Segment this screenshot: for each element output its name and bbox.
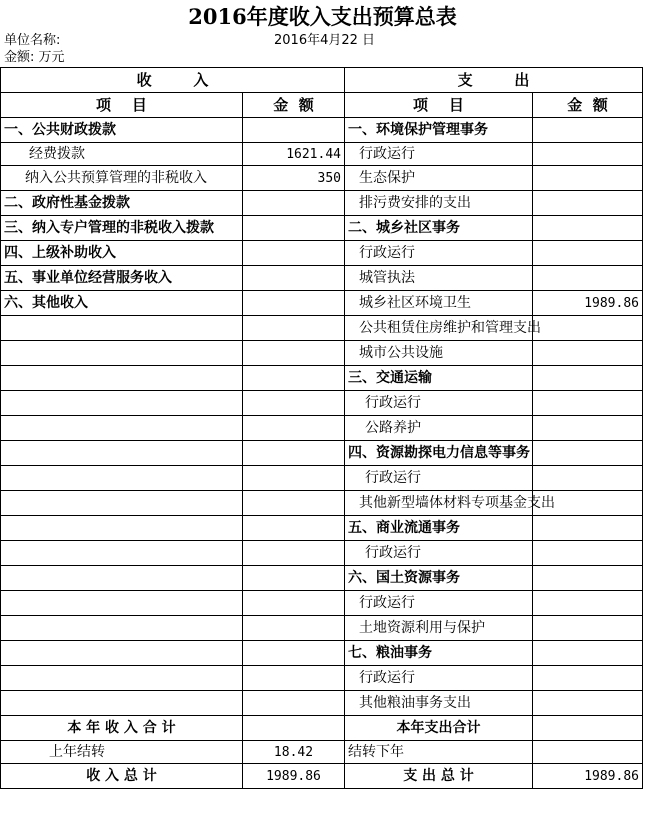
income-amount <box>243 366 345 391</box>
income-amount <box>243 491 345 516</box>
income-header: 收 入 <box>1 68 345 93</box>
expense-item: 土地资源利用与保护 <box>345 616 533 641</box>
grand-total-row <box>1 764 643 789</box>
income-amount: 1621.44 <box>243 143 345 166</box>
expense-grand-total-amount: 1989.86 <box>533 764 643 789</box>
table-row <box>1 566 643 591</box>
income-item <box>1 391 243 416</box>
income-amount <box>243 591 345 616</box>
expense-item: 二、城乡社区事务 <box>345 216 533 241</box>
income-item: 四、上级补助收入 <box>1 241 243 266</box>
income-item <box>1 441 243 466</box>
table-row <box>1 516 643 541</box>
year-income-total-label: 本 年 收 入 合 计 <box>1 716 243 741</box>
table-row <box>1 416 643 441</box>
expense-item: 其他新型墙体材料专项基金支出 <box>345 491 533 516</box>
expense-amount <box>533 691 643 716</box>
income-amount <box>243 341 345 366</box>
expense-grand-total-label: 支 出 总 计 <box>345 764 533 789</box>
expense-item: 公路养护 <box>345 416 533 441</box>
income-item <box>1 641 243 666</box>
expense-amount <box>533 566 643 591</box>
expense-item: 行政运行 <box>345 391 533 416</box>
expense-amount <box>533 591 643 616</box>
income-item <box>1 316 243 341</box>
income-amount-header: 金 额 <box>243 93 345 118</box>
expense-amount <box>533 266 643 291</box>
income-item-header: 项 目 <box>1 93 243 118</box>
income-amount <box>243 466 345 491</box>
expense-item: 其他粮油事务支出 <box>345 691 533 716</box>
income-amount <box>243 516 345 541</box>
date-label: 2016年4月22 日 <box>274 33 376 48</box>
expense-item: 六、国土资源事务 <box>345 566 533 591</box>
table-row <box>1 216 643 241</box>
expense-item: 七、粮油事务 <box>345 641 533 666</box>
income-item <box>1 341 243 366</box>
expense-amount <box>533 516 643 541</box>
table-row <box>1 541 643 566</box>
table-row <box>1 341 643 366</box>
year-expense-total-amount <box>533 716 643 741</box>
income-item: 纳入公共预算管理的非税收入 <box>1 166 243 191</box>
next-carry-label: 结转下年 <box>345 741 533 764</box>
income-item: 一、公共财政拨款 <box>1 118 243 143</box>
expense-amount <box>533 143 643 166</box>
income-item <box>1 691 243 716</box>
prev-carry-label: 上年结转 <box>1 741 243 764</box>
table-row <box>1 291 643 316</box>
table-row <box>1 191 643 216</box>
expense-amount <box>533 191 643 216</box>
unit-name-label: 单位名称: <box>4 33 61 48</box>
income-item <box>1 366 243 391</box>
year-expense-total-label: 本年支出合计 <box>345 716 533 741</box>
income-item <box>1 566 243 591</box>
income-amount <box>243 191 345 216</box>
income-amount: 350 <box>243 166 345 191</box>
table-row <box>1 491 643 516</box>
table-row <box>1 641 643 666</box>
table-row <box>1 391 643 416</box>
income-amount <box>243 291 345 316</box>
expense-amount <box>533 616 643 641</box>
income-amount <box>243 616 345 641</box>
income-amount <box>243 666 345 691</box>
expense-amount <box>533 118 643 143</box>
expense-amount <box>533 341 643 366</box>
column-header-row <box>1 93 643 118</box>
income-amount <box>243 441 345 466</box>
expense-amount <box>533 166 643 191</box>
year-total-row <box>1 716 643 741</box>
income-item <box>1 616 243 641</box>
expense-item: 生态保护 <box>345 166 533 191</box>
table-row <box>1 591 643 616</box>
carry-row <box>1 741 643 764</box>
income-grand-total-amount: 1989.86 <box>243 764 345 789</box>
income-item: 经费拨款 <box>1 143 243 166</box>
page-title: 2016年度收入支出预算总表 <box>188 4 457 29</box>
year-income-total-amount <box>243 716 345 741</box>
expense-item: 四、资源勘探电力信息等事务 <box>345 441 533 466</box>
income-amount <box>243 691 345 716</box>
table-row <box>1 316 643 341</box>
prev-carry-amount: 18.42 <box>243 741 345 764</box>
table-row <box>1 666 643 691</box>
expense-amount <box>533 541 643 566</box>
expense-amount <box>533 316 643 341</box>
amount-unit-label: 金额: 万元 <box>4 50 65 65</box>
income-amount <box>243 391 345 416</box>
expense-item: 行政运行 <box>345 541 533 566</box>
income-amount <box>243 266 345 291</box>
table-row <box>1 441 643 466</box>
income-item <box>1 591 243 616</box>
expense-amount <box>533 641 643 666</box>
expense-item: 公共租赁住房维护和管理支出 <box>345 316 533 341</box>
expense-item: 五、商业流通事务 <box>345 516 533 541</box>
expense-amount <box>533 366 643 391</box>
table-row <box>1 166 643 191</box>
expense-item: 排污费安排的支出 <box>345 191 533 216</box>
income-item <box>1 466 243 491</box>
income-item <box>1 516 243 541</box>
income-grand-total-label: 收 入 总 计 <box>1 764 243 789</box>
income-item: 三、纳入专户管理的非税收入拨款 <box>1 216 243 241</box>
expense-item: 行政运行 <box>345 466 533 491</box>
expense-item: 一、环境保护管理事务 <box>345 118 533 143</box>
expense-amount <box>533 466 643 491</box>
income-item <box>1 666 243 691</box>
income-amount <box>243 241 345 266</box>
income-amount <box>243 416 345 441</box>
expense-header: 支 出 <box>345 68 643 93</box>
table-row <box>1 241 643 266</box>
expense-amount <box>533 241 643 266</box>
expense-item: 行政运行 <box>345 143 533 166</box>
expense-amount <box>533 441 643 466</box>
income-item <box>1 491 243 516</box>
table-row <box>1 266 643 291</box>
income-amount <box>243 641 345 666</box>
expense-item: 城市公共设施 <box>345 341 533 366</box>
table-row <box>1 143 643 166</box>
expense-amount <box>533 416 643 441</box>
table-row <box>1 616 643 641</box>
section-header-row <box>1 68 643 93</box>
budget-table <box>0 67 643 789</box>
income-amount <box>243 566 345 591</box>
expense-item: 行政运行 <box>345 241 533 266</box>
income-item <box>1 541 243 566</box>
income-item: 六、其他收入 <box>1 291 243 316</box>
income-amount <box>243 316 345 341</box>
income-item: 五、事业单位经营服务收入 <box>1 266 243 291</box>
table-row <box>1 118 643 143</box>
expense-item: 三、交通运输 <box>345 366 533 391</box>
expense-amount-header: 金 额 <box>533 93 643 118</box>
expense-amount <box>533 666 643 691</box>
income-amount <box>243 118 345 143</box>
table-row <box>1 366 643 391</box>
income-amount <box>243 216 345 241</box>
table-row <box>1 691 643 716</box>
next-carry-amount <box>533 741 643 764</box>
expense-item: 城乡社区环境卫生 <box>345 291 533 316</box>
expense-item: 行政运行 <box>345 591 533 616</box>
expense-item-header: 项 目 <box>345 93 533 118</box>
expense-amount <box>533 391 643 416</box>
income-amount <box>243 541 345 566</box>
income-item <box>1 416 243 441</box>
expense-amount: 1989.86 <box>533 291 643 316</box>
income-item: 二、政府性基金拨款 <box>1 191 243 216</box>
table-row <box>1 466 643 491</box>
expense-item: 城管执法 <box>345 266 533 291</box>
expense-amount <box>533 216 643 241</box>
expense-item: 行政运行 <box>345 666 533 691</box>
